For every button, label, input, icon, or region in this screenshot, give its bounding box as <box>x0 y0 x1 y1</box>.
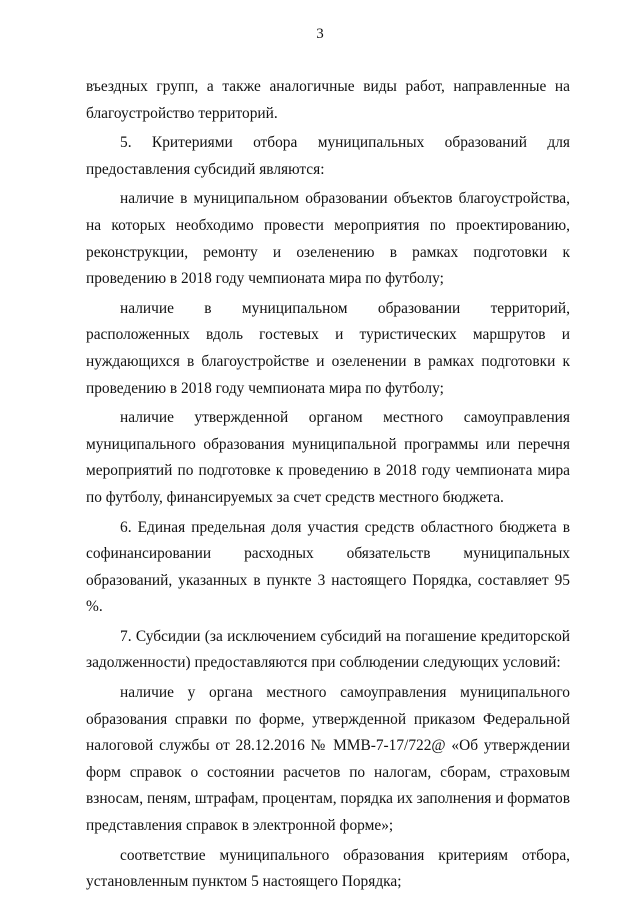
paragraph-item-5: 5. Критериями отбора муниципальных образований для предоставления субсидий являются: <box>86 134 570 178</box>
paragraph-criterion-program: наличие утвержденной органом местного самоуправления муниципального образования муниципальной программы или перечня мероприятий по подготовке к проведению в 2018 году чемпионата мира по футболу, финансируемых за счет средств местного бюджета. <box>86 409 570 506</box>
paragraph-item-6: 6. Единая предельная доля участия средств областного бюджета в софинансировании расходных обязательств муниципальных образований, указанных в пункте 3 настоящего Порядка, составляет 95 %. <box>86 518 570 616</box>
paragraph-condition-certificate: наличие у органа местного самоуправления муниципального образования справки по форме, утвержденной приказом Федеральной налоговой службы от 28.12.2016 № ММВ-7-17/722@ «Об утверждении форм справок о состоянии расчетов по налогам, сборам, страховым взносам, пеням, штрафам, процентам, порядка их заполнения и форматов представления справок в электронной форме»; <box>86 684 570 835</box>
paragraph-item-7: 7. Субсидии (за исключением субсидий на погашение кредиторской задолженности) предоставляются при соблюдении следующих условий: <box>86 627 570 672</box>
page-number: 3 <box>316 26 324 42</box>
paragraph-criterion-objects: наличие в муниципальном образовании объектов благоустройства, на которых необходимо провести мероприятия по проектированию, реконструкции, ремонту и озеленению в рамках подготовки к проведению в 2018 году чемпионата мира по футболу; <box>86 190 570 288</box>
document-body <box>86 74 570 899</box>
paragraph-criterion-territories: наличие в муниципальном образовании территорий, расположенных вдоль гостевых и туристических маршрутов и нуждающихся в благоустройстве и озеленении в рамках подготовки к проведению в 2018 году чемпионата мира по футболу; <box>86 299 570 397</box>
paragraph-continuation: въездных групп, а также аналогичные виды работ, направленные на благоустройство территорий. <box>86 78 570 122</box>
paragraph-condition-criteria: соответствие муниципального образования критериям отбора, установленным пунктом 5 настоящего Порядка; <box>86 846 570 891</box>
